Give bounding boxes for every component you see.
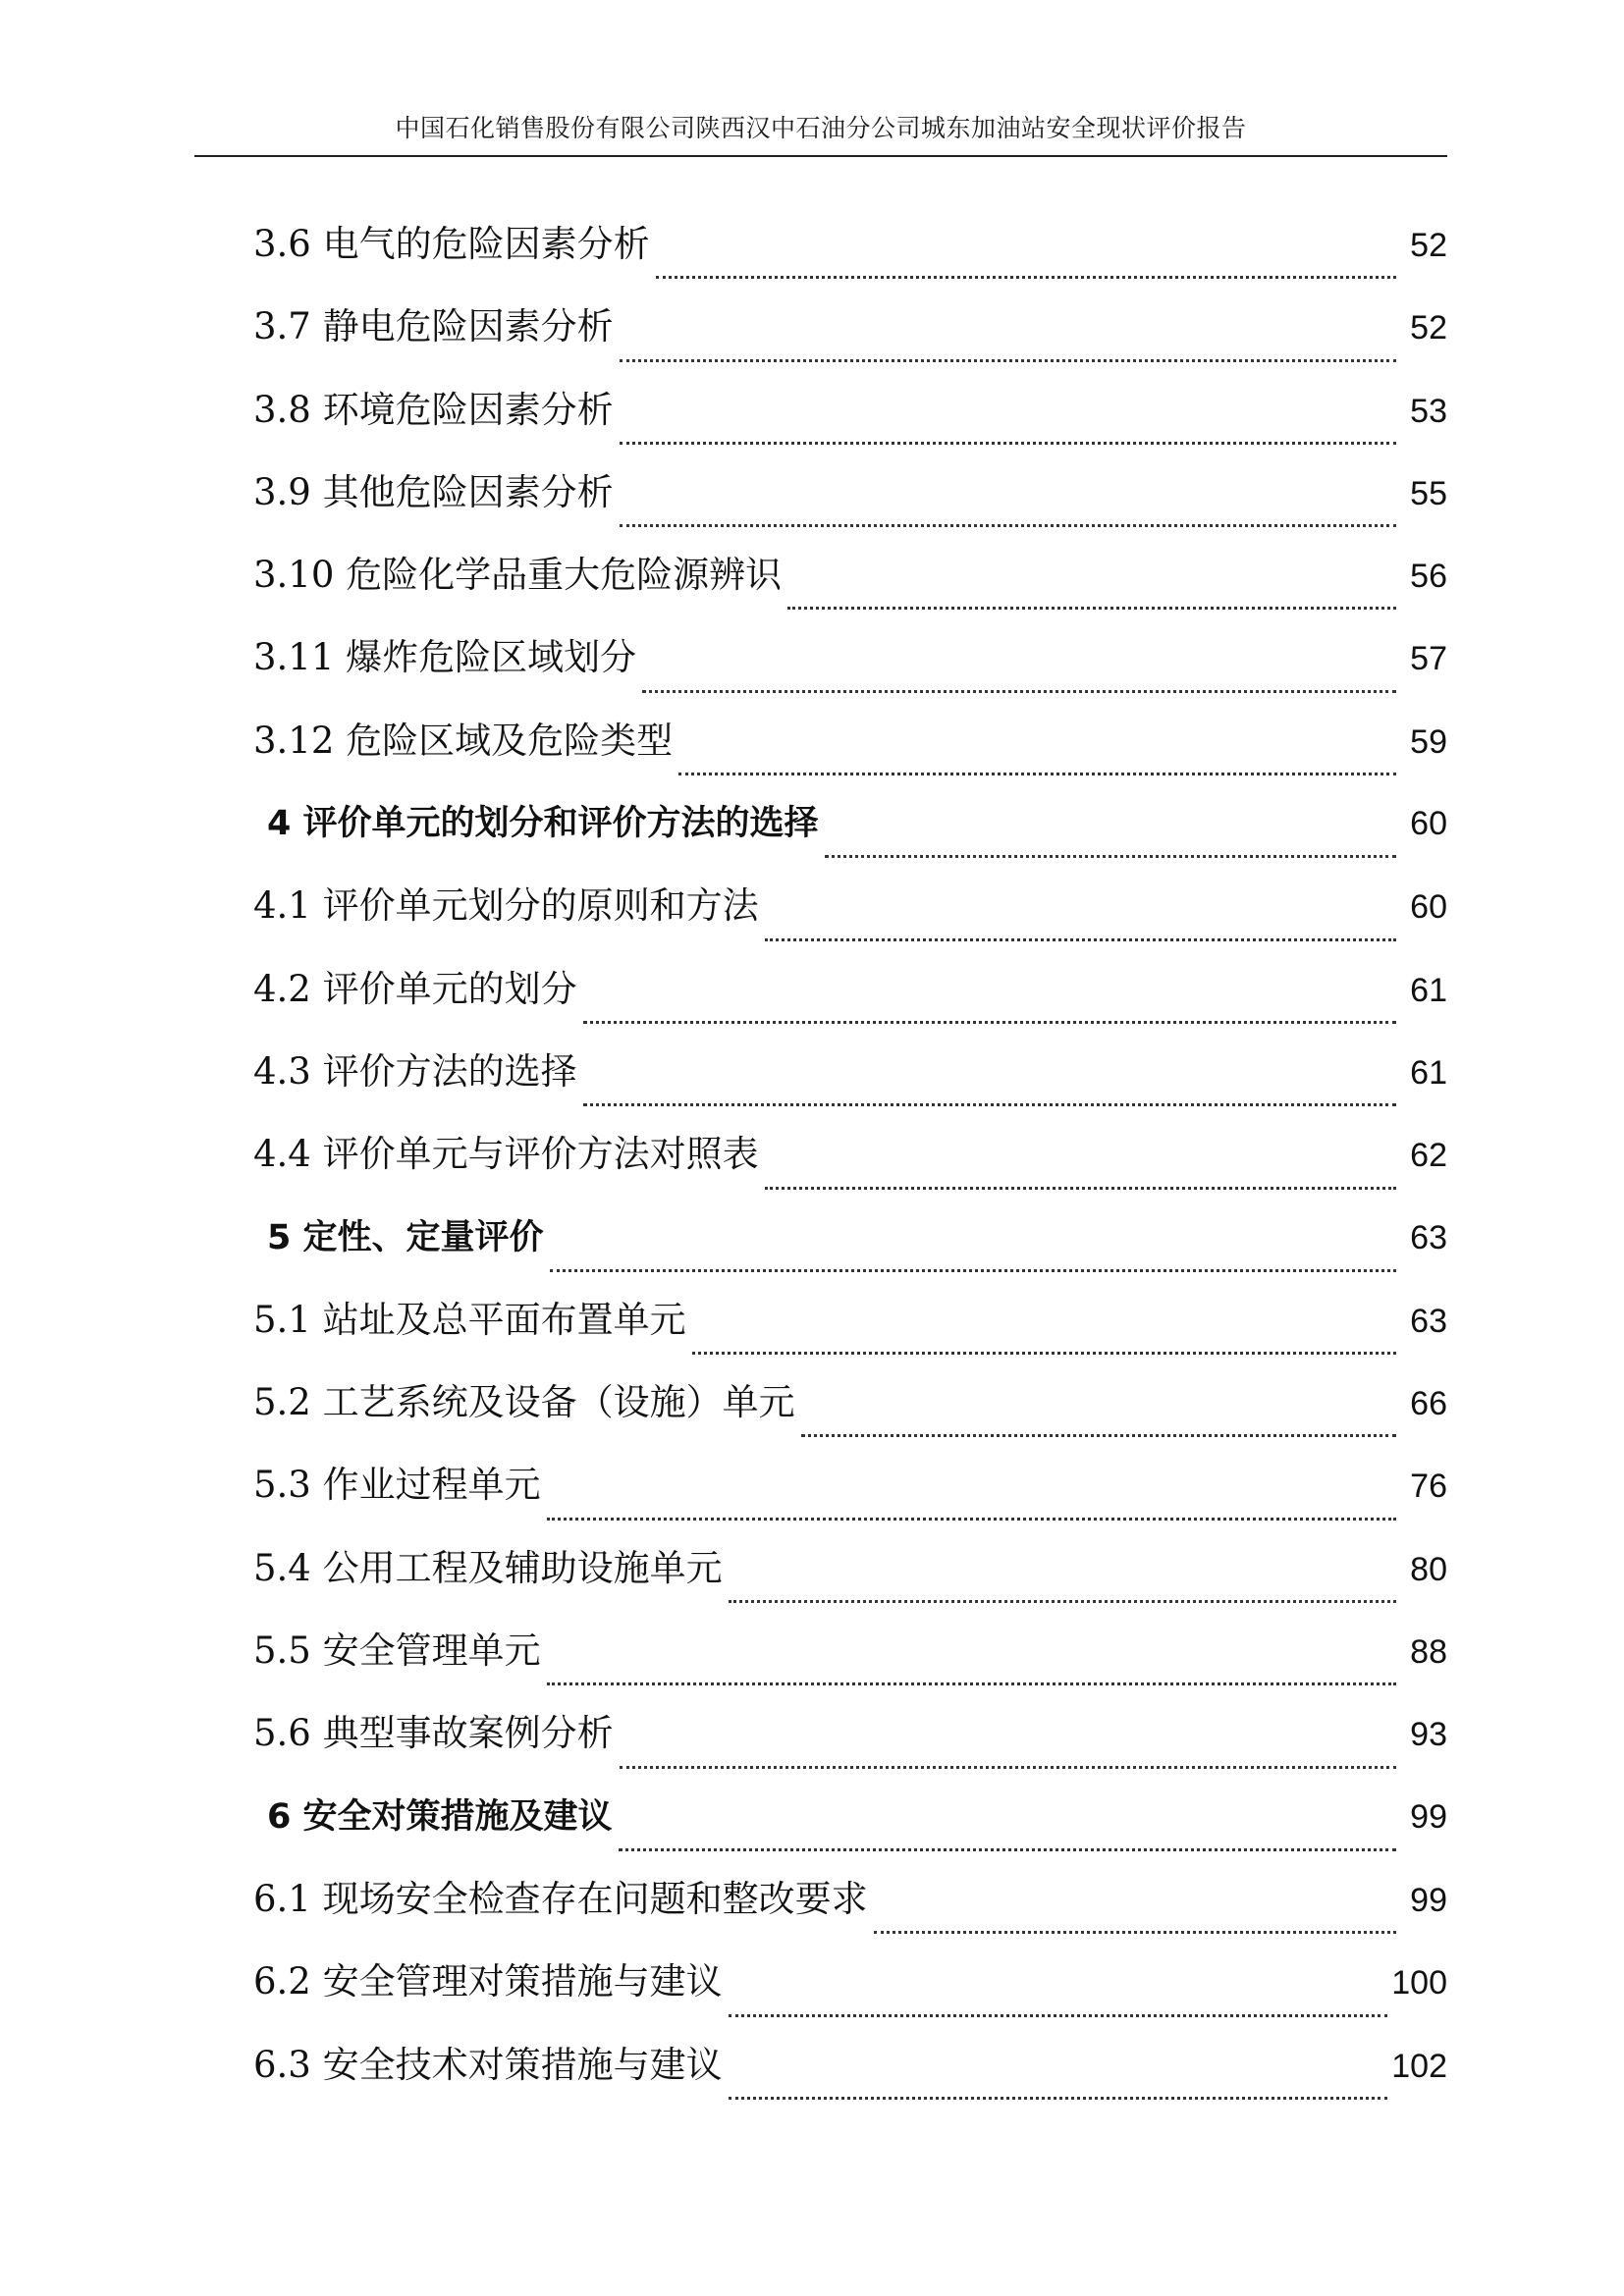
toc-entry[interactable] bbox=[253, 1376, 1447, 1459]
toc-entry[interactable] bbox=[253, 631, 1447, 714]
toc-entry-page: 59 bbox=[1410, 722, 1447, 761]
toc-entry-page: 56 bbox=[1410, 558, 1447, 596]
toc-entry[interactable] bbox=[253, 1625, 1447, 1707]
toc-entry-page: 99 bbox=[1410, 1797, 1447, 1836]
toc-entry[interactable] bbox=[253, 880, 1447, 962]
toc-entry[interactable] bbox=[253, 2039, 1447, 2121]
toc-entry-title: 5.2 工艺系统及设备（设施）单元 bbox=[253, 1381, 795, 1424]
toc-entry-page: 53 bbox=[1410, 392, 1447, 430]
toc-entry[interactable] bbox=[253, 1542, 1447, 1625]
dot-leader bbox=[620, 1766, 1396, 1769]
toc-chapter-entry[interactable] bbox=[253, 1790, 1447, 1873]
page-header bbox=[194, 114, 1447, 157]
dot-leader bbox=[547, 1682, 1396, 1685]
dot-leader bbox=[656, 276, 1396, 279]
toc-entry-page: 63 bbox=[1410, 1302, 1447, 1340]
toc-entry-page: 76 bbox=[1410, 1468, 1447, 1506]
dot-leader bbox=[874, 1931, 1396, 1934]
toc-entry-title: 5.6 典型事故案例分析 bbox=[253, 1712, 614, 1755]
toc-entry-title: 5.4 公用工程及辅助设施单元 bbox=[253, 1546, 723, 1589]
toc-entry-title: 3.9 其他危险因素分析 bbox=[253, 470, 614, 513]
toc-entry-page: 52 bbox=[1410, 227, 1447, 264]
dot-leader bbox=[692, 1352, 1396, 1355]
toc-entry-title: 3.10 危险化学品重大危险源辨识 bbox=[253, 554, 783, 597]
dot-leader bbox=[787, 607, 1396, 610]
toc-entry-title: 3.6 电气的危险因素分析 bbox=[253, 223, 650, 265]
toc-entry[interactable] bbox=[253, 963, 1447, 1045]
toc-entry[interactable] bbox=[253, 549, 1447, 631]
toc-entry-title: 3.8 环境危险因素分析 bbox=[253, 388, 614, 431]
toc-entry-page: 102 bbox=[1391, 2047, 1447, 2085]
dot-leader bbox=[642, 690, 1396, 693]
dot-leader bbox=[620, 359, 1396, 362]
toc-entry-title: 4.2 评价单元的划分 bbox=[253, 967, 577, 1010]
toc-entry[interactable] bbox=[253, 1045, 1447, 1128]
toc-chapter-entry[interactable] bbox=[253, 1211, 1447, 1294]
toc-entry-title: 5.1 站址及总平面布置单元 bbox=[253, 1298, 686, 1341]
toc-entry-page: 100 bbox=[1391, 1964, 1447, 2002]
toc-entry-page: 88 bbox=[1410, 1633, 1447, 1672]
toc-entry-page: 63 bbox=[1410, 1218, 1447, 1256]
toc-entry[interactable] bbox=[253, 715, 1447, 797]
toc-entry-page: 61 bbox=[1410, 971, 1447, 1009]
toc-entry-page: 93 bbox=[1410, 1716, 1447, 1754]
toc-entry-title: 3.12 危险区域及危险类型 bbox=[253, 719, 674, 762]
toc-entry-title: 6 安全对策措施及建议 bbox=[267, 1796, 613, 1837]
toc-entry-title: 3.11 爆炸危险区域划分 bbox=[253, 636, 637, 679]
toc-entry-page: 60 bbox=[1410, 805, 1447, 843]
dot-leader bbox=[765, 1187, 1396, 1190]
toc-entry-page: 66 bbox=[1410, 1385, 1447, 1423]
dot-leader bbox=[547, 1518, 1396, 1521]
toc-entry-page: 52 bbox=[1410, 309, 1447, 347]
dot-leader bbox=[729, 2014, 1388, 2017]
dot-leader bbox=[678, 773, 1396, 775]
toc-entry-title: 4.1 评价单元划分的原则和方法 bbox=[253, 884, 759, 928]
dot-leader bbox=[801, 1434, 1396, 1437]
toc-entry-title: 4.3 评价方法的选择 bbox=[253, 1049, 577, 1093]
toc-entry-title: 4.4 评价单元与评价方法对照表 bbox=[253, 1133, 759, 1176]
toc-entry-page: 60 bbox=[1410, 888, 1447, 927]
toc-entry[interactable] bbox=[253, 1707, 1447, 1789]
toc-entry-title: 6.2 安全管理对策措施与建议 bbox=[253, 1960, 723, 2003]
toc-entry-title: 4 评价单元的划分和评价方法的选择 bbox=[267, 804, 819, 844]
toc-entry-title: 5.3 作业过程单元 bbox=[253, 1464, 541, 1507]
toc-entry[interactable] bbox=[253, 466, 1447, 549]
toc-entry[interactable] bbox=[253, 384, 1447, 466]
toc-entry-title: 5 定性、定量评价 bbox=[267, 1217, 544, 1257]
toc-entry[interactable] bbox=[253, 1128, 1447, 1210]
toc-entry-page: 55 bbox=[1410, 474, 1447, 512]
dot-leader bbox=[765, 938, 1396, 941]
dot-leader bbox=[583, 1021, 1396, 1024]
toc-entry-page: 62 bbox=[1410, 1137, 1447, 1175]
dot-leader bbox=[729, 1600, 1396, 1603]
toc-entry[interactable] bbox=[253, 1459, 1447, 1541]
toc-entry-title: 5.5 安全管理单元 bbox=[253, 1629, 541, 1673]
report-title: 中国石化销售股份有限公司陕西汉中石油分公司城东加油站安全现状评价报告 bbox=[395, 114, 1247, 142]
dot-leader bbox=[825, 855, 1396, 858]
dot-leader bbox=[619, 1848, 1396, 1851]
toc-chapter-entry[interactable] bbox=[253, 797, 1447, 880]
dot-leader bbox=[620, 524, 1396, 527]
dot-leader bbox=[620, 442, 1396, 445]
dot-leader bbox=[583, 1103, 1396, 1106]
toc-entry[interactable] bbox=[253, 218, 1447, 300]
toc-entry-page: 61 bbox=[1410, 1053, 1447, 1092]
toc-entry[interactable] bbox=[253, 1294, 1447, 1376]
table-of-contents bbox=[253, 218, 1447, 2121]
toc-entry-title: 6.1 现场安全检查存在问题和整改要求 bbox=[253, 1877, 868, 1920]
toc-entry[interactable] bbox=[253, 1955, 1447, 2038]
toc-entry[interactable] bbox=[253, 1873, 1447, 1955]
dot-leader bbox=[729, 2097, 1388, 2100]
toc-entry[interactable] bbox=[253, 300, 1447, 383]
toc-entry-title: 3.7 静电危险因素分析 bbox=[253, 305, 614, 348]
toc-entry-title: 6.3 安全技术对策措施与建议 bbox=[253, 2043, 723, 2086]
toc-entry-page: 99 bbox=[1410, 1881, 1447, 1919]
toc-entry-page: 80 bbox=[1410, 1550, 1447, 1588]
toc-entry-page: 57 bbox=[1410, 640, 1447, 678]
dot-leader bbox=[550, 1269, 1396, 1272]
